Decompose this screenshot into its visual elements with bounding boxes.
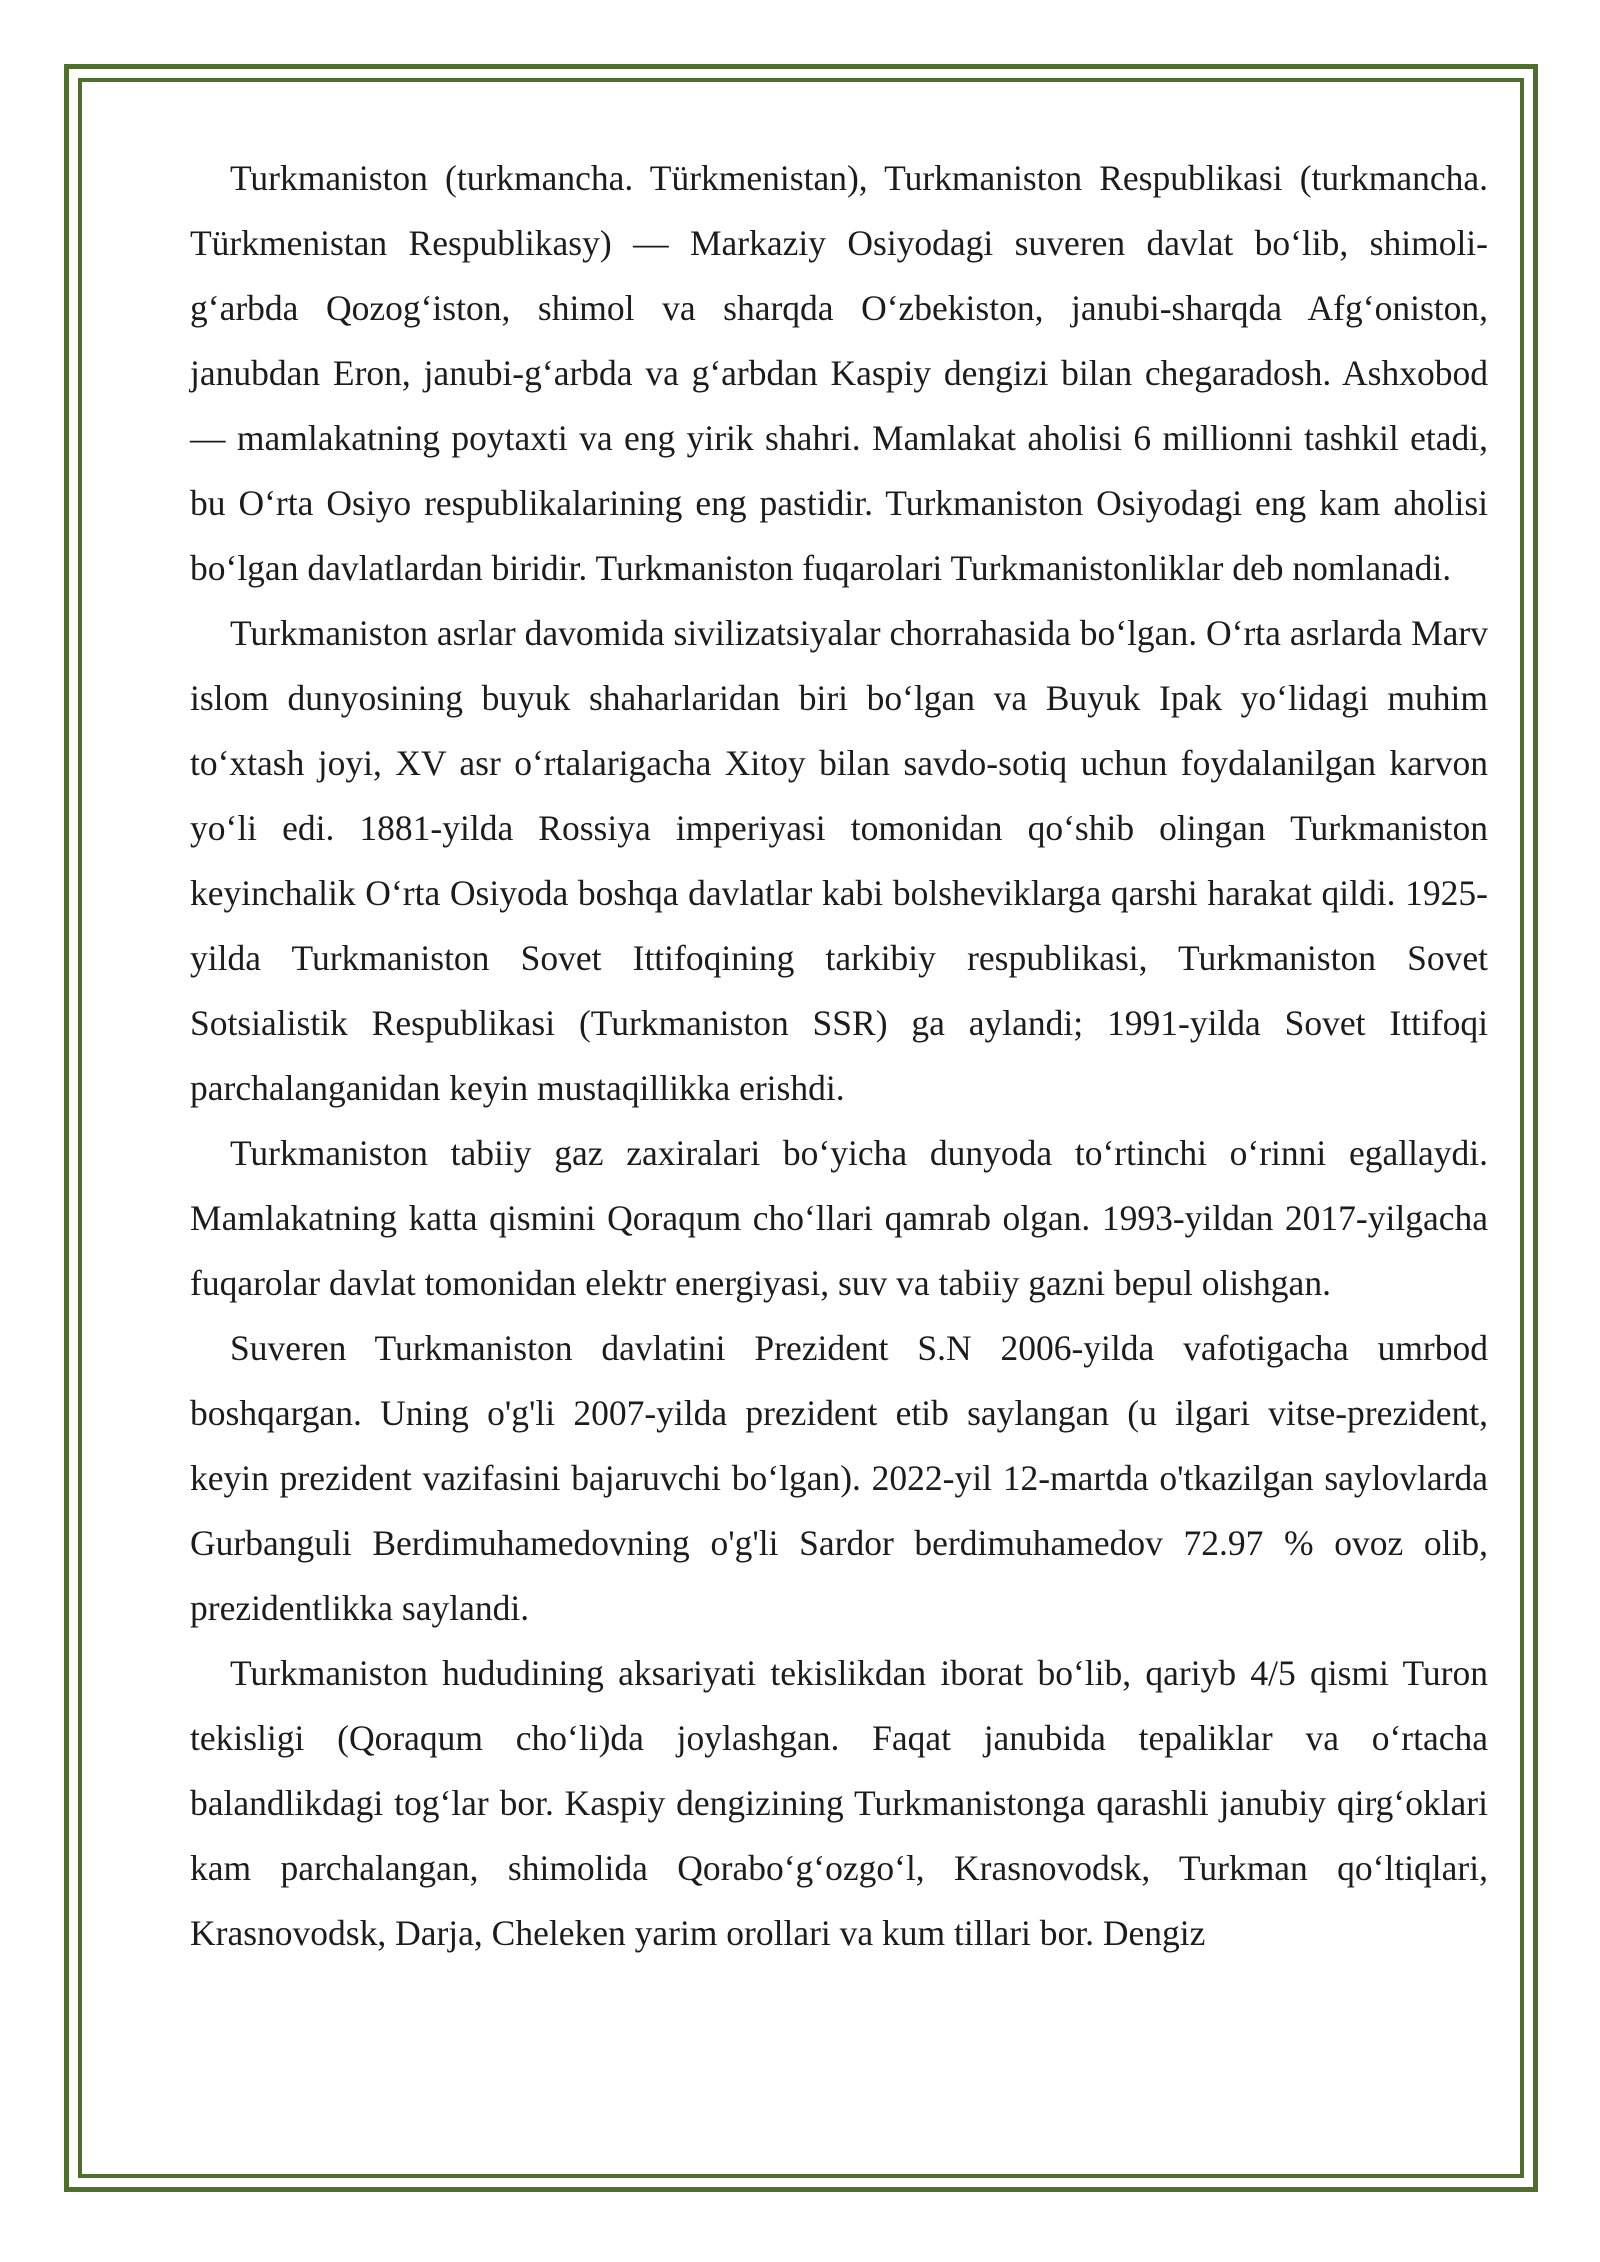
paragraph-1: Turkmaniston (turkmancha. Türkmenistan), Turkmaniston Respublikasi (turkmancha. Türkmenistan Respublikasy) — Markaziy Osiyodagi suveren davlat boʻlib, shimoli-gʻarbda Qozogʻiston, shimol va sharqda Oʻzbekiston, janubi-sharqda Afgʻoniston, janubdan Eron, janubi-gʻarbda va gʻarbdan Kaspiy dengizi bilan chegaradosh. Ashxobod — mamlakatning poytaxti va eng yirik shahri. Mamlakat aholisi 6 millionni tashkil etadi, bu Oʻrta Osiyo respublikalarining eng pastidir. Turkmaniston Osiyodagi eng kam aholisi boʻlgan davlatlardan biridir. Turkmaniston fuqarolari Turkmanistonliklar deb nomlanadi. (190, 158, 1488, 588)
document-body (190, 146, 1488, 1966)
paragraph-3: Turkmaniston tabiiy gaz zaxiralari boʻyicha dunyoda toʻrtinchi oʻrinni egallaydi. Mamlakatning katta qismini Qoraqum choʻllari qamrab olgan. 1993-yildan 2017-yilgacha fuqarolar davlat tomonidan elektr energiyasi, suv va tabiiy gazni bepul olishgan. (190, 1133, 1488, 1303)
paragraph-2: Turkmaniston asrlar davomida sivilizatsiyalar chorrahasida boʻlgan. Oʻrta asrlarda Marv islom dunyosining buyuk shaharlaridan biri boʻlgan va Buyuk Ipak yoʻlidagi muhim toʻxtash joyi, XV asr oʻrtalarigacha Xitoy bilan savdo-sotiq uchun foydalanilgan karvon yoʻli edi. 1881-yilda Rossiya imperiyasi tomonidan qoʻshib olingan Turkmaniston keyinchalik Oʻrta Osiyoda boshqa davlatlar kabi bolsheviklarga qarshi harakat qildi. 1925-yilda Turkmaniston Sovet Ittifoqining tarkibiy respublikasi, Turkmaniston Sovet Sotsialistik Respublikasi (Turkmaniston SSR) ga aylandi; 1991-yilda Sovet Ittifoqi parchalanganidan keyin mustaqillikka erishdi. (190, 613, 1488, 1108)
paragraph-4: Suveren Turkmaniston davlatini Prezident S.N 2006-yilda vafotigacha umrbod boshqargan. Uning o'g'li 2007-yilda prezident etib saylangan (u ilgari vitse-prezident, keyin prezident vazifasini bajaruvchi boʻlgan). 2022-yil 12-martda o'tkazilgan saylovlarda Gurbanguli Berdimuhamedovning o'g'li Sardor berdimuhamedov 72.97 % ovoz olib, prezidentlikka saylandi. (190, 1328, 1488, 1628)
paragraph-5: Turkmaniston hududining aksariyati tekislikdan iborat boʻlib, qariyb 4/5 qismi Turon tekisligi (Qoraqum choʻli)da joylashgan. Faqat janubida tepaliklar va oʻrtacha balandlikdagi togʻlar bor. Kaspiy dengizining Turkmanistonga qarashli janubiy qirgʻoklari kam parchalangan, shimolida Qoraboʻgʻozgoʻl, Krasnovodsk, Turkman qoʻltiqlari, Krasnovodsk, Darja, Cheleken yarim orollari va kum tillari bor. Dengiz (190, 1653, 1488, 1953)
